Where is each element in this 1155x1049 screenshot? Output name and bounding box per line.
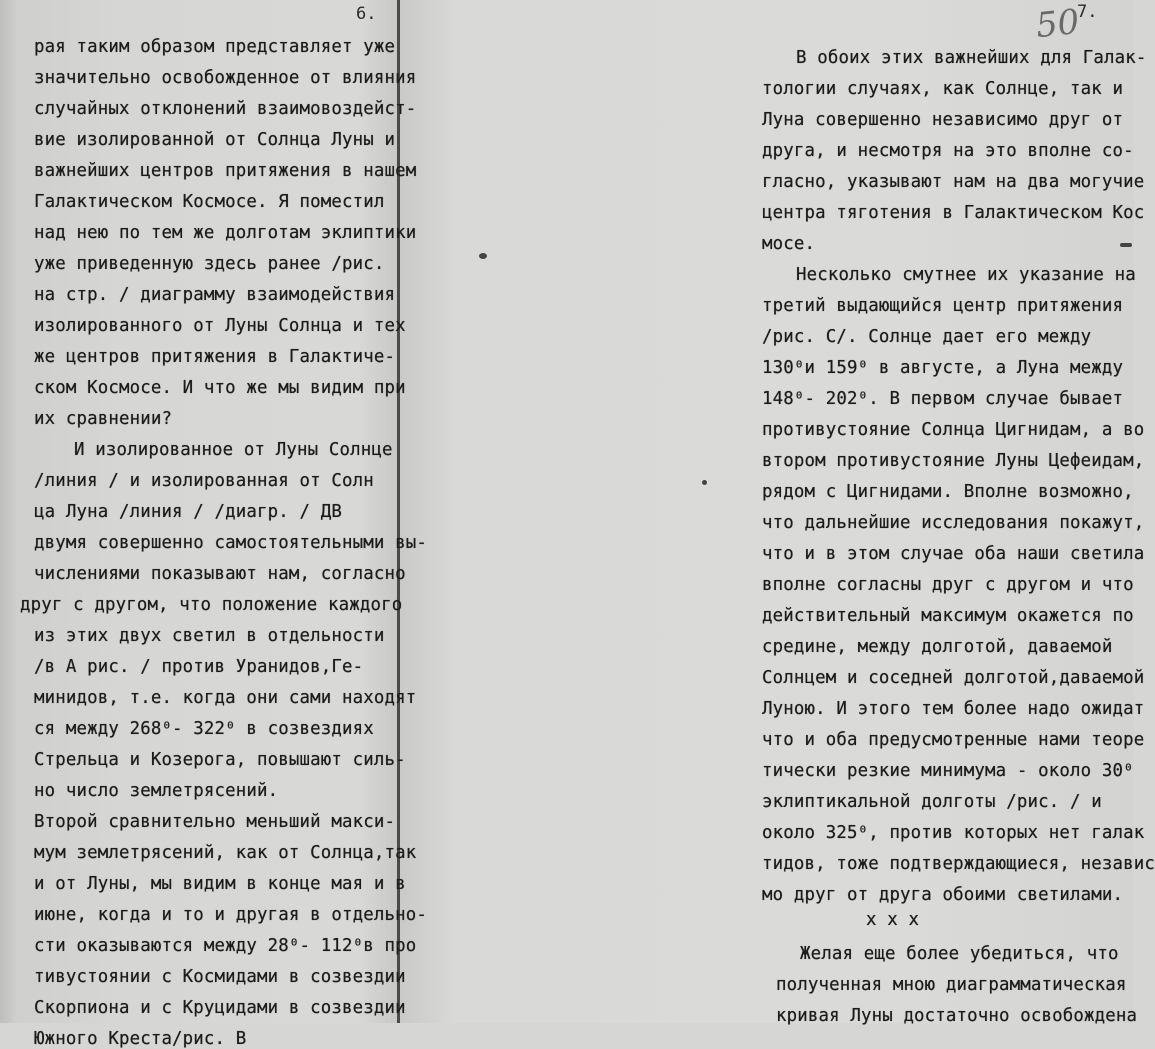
text-line: третий выдающийся центр притяжения (762, 296, 1124, 316)
text-line: сти оказываются между 28⁰- 112⁰в про (34, 936, 417, 956)
text-line: ся между 268⁰- 322⁰ в созвездиях (34, 719, 374, 739)
ink-spot (702, 480, 707, 485)
text-line: полученная мною диаграмматическая (776, 975, 1127, 995)
ink-spot (479, 253, 487, 259)
text-line: рядом с Цигнидами. Вполне возможно, (762, 482, 1134, 502)
text-line: втором противустояние Луны Цефеидам, (762, 451, 1145, 471)
text-line: ца Луна /линия / /диагр. / ДВ (34, 502, 342, 522)
text-line: случайных отклонений взаимовоздейст- (34, 99, 417, 119)
text-line: важнейших центров притяжения в нашем (34, 161, 417, 181)
text-line: числениями показывают нам, согласно (34, 564, 406, 584)
text-line: минидов, т.е. когда они сами находят (34, 688, 417, 708)
text-line: июне, когда и то и другая в отдельно- (34, 905, 427, 925)
text-line: тически резкие минимума - около 30⁰ (762, 761, 1134, 781)
text-line: Южного Креста/рис. В (34, 1029, 247, 1049)
text-line: Луною. И этого тем более надо ожидат (762, 699, 1145, 719)
text-line: гласно, указывают нам на два могучие (762, 172, 1145, 192)
text-line: двумя совершенно самостоятельными вы- (34, 533, 427, 553)
text-line: около 325⁰, против которых нет галак (762, 823, 1145, 843)
section-divider: x x x (866, 910, 920, 930)
text-line: эклиптикальной долготы /рис. / и (762, 792, 1102, 812)
text-line: и от Луны, мы видим в конце мая и в (34, 874, 406, 894)
text-line: /линия / и изолированная от Солн (34, 471, 374, 491)
text-line: друг с другом, что положение каждого (20, 595, 403, 615)
text-line: Галактическом Космосе. Я поместил (34, 192, 385, 212)
ink-spot (1120, 243, 1132, 247)
text-line: вие изолированной от Солнца Луны и (34, 130, 396, 150)
text-line: мум землетрясений, как от Солнца,так (34, 843, 417, 863)
text-line: Несколько смутнее их указание на (796, 265, 1136, 285)
text-line: Желая еще более убедиться, что (800, 944, 1119, 964)
text-line: мосе. (762, 234, 816, 254)
text-line: И изолированное от Луны Солнце (74, 440, 393, 460)
text-line: мо друг от друга обоими светилами. (762, 885, 1124, 905)
archive-number: 50 (1034, 1, 1082, 47)
text-line: средине, между долготой, даваемой (762, 637, 1113, 657)
text-line: В обоих этих важнейших для Галак- (796, 48, 1147, 68)
text-line: их сравнении? (34, 409, 173, 429)
left-page-number: 6. (356, 4, 377, 24)
text-line: Солнцем и соседней долготой,даваемой (762, 668, 1145, 688)
right-page-number: 7. (1077, 2, 1098, 22)
text-line: на стр. / диаграмму взаимодействия (34, 285, 396, 305)
text-line: тологии случаях, как Солнце, так и (762, 79, 1124, 99)
text-line: кривая Луны достаточно освобождена (776, 1006, 1138, 1026)
text-line: что и в этом случае оба наши светила (762, 544, 1145, 564)
text-line: изолированного от Луны Солнца и тех (34, 316, 406, 336)
text-line: Второй сравнительно меньший макси- (34, 812, 396, 832)
text-line: тидов, тоже подтверждающиеся, независ (762, 854, 1155, 874)
text-line: центра тяготения в Галактическом Кос (762, 203, 1145, 223)
text-line: Скорпиона и с Круцидами в созвездии (34, 998, 406, 1018)
text-line: из этих двух светил в отдельности (34, 626, 385, 646)
text-line: /в А рис. / против Уранидов,Ге- (34, 657, 364, 677)
text-line: 130⁰и 159⁰ в августе, а Луна между (762, 358, 1124, 378)
text-line: 148⁰- 202⁰. В первом случае бывает (762, 389, 1124, 409)
text-line: значительно освобожденное от влияния (34, 68, 417, 88)
text-line: рая таким образом представляет уже (34, 37, 396, 57)
text-line: Луна совершенно независимо друг от (762, 110, 1124, 130)
text-line: друга, и несмотря на это вполне со- (762, 141, 1134, 161)
text-line: но число землетрясений. (34, 781, 279, 801)
text-line: Стрельца и Козерога, повышают силь- (34, 750, 406, 770)
text-line: тивустоянии с Космидами в созвездии (34, 967, 406, 987)
text-line: вполне согласны друг с другом и что (762, 575, 1134, 595)
text-line: противустояние Солнца Цигнидам, а во (762, 420, 1145, 440)
text-line: над нею по тем же долготам эклиптики (34, 223, 417, 243)
text-line: что и оба предусмотренные нами теоре (762, 730, 1145, 750)
text-line: действительный максимум окажется по (762, 606, 1134, 626)
text-line: ском Космосе. И что же мы видим при (34, 378, 406, 398)
text-line: уже приведенную здесь ранее /рис. (34, 254, 385, 274)
page-gutter (397, 0, 400, 1023)
text-line: /рис. С/. Солнце дает его между (762, 327, 1092, 347)
text-line: что дальнейшие исследования покажут, (762, 513, 1145, 533)
text-line: же центров притяжения в Галактиче- (34, 347, 396, 367)
